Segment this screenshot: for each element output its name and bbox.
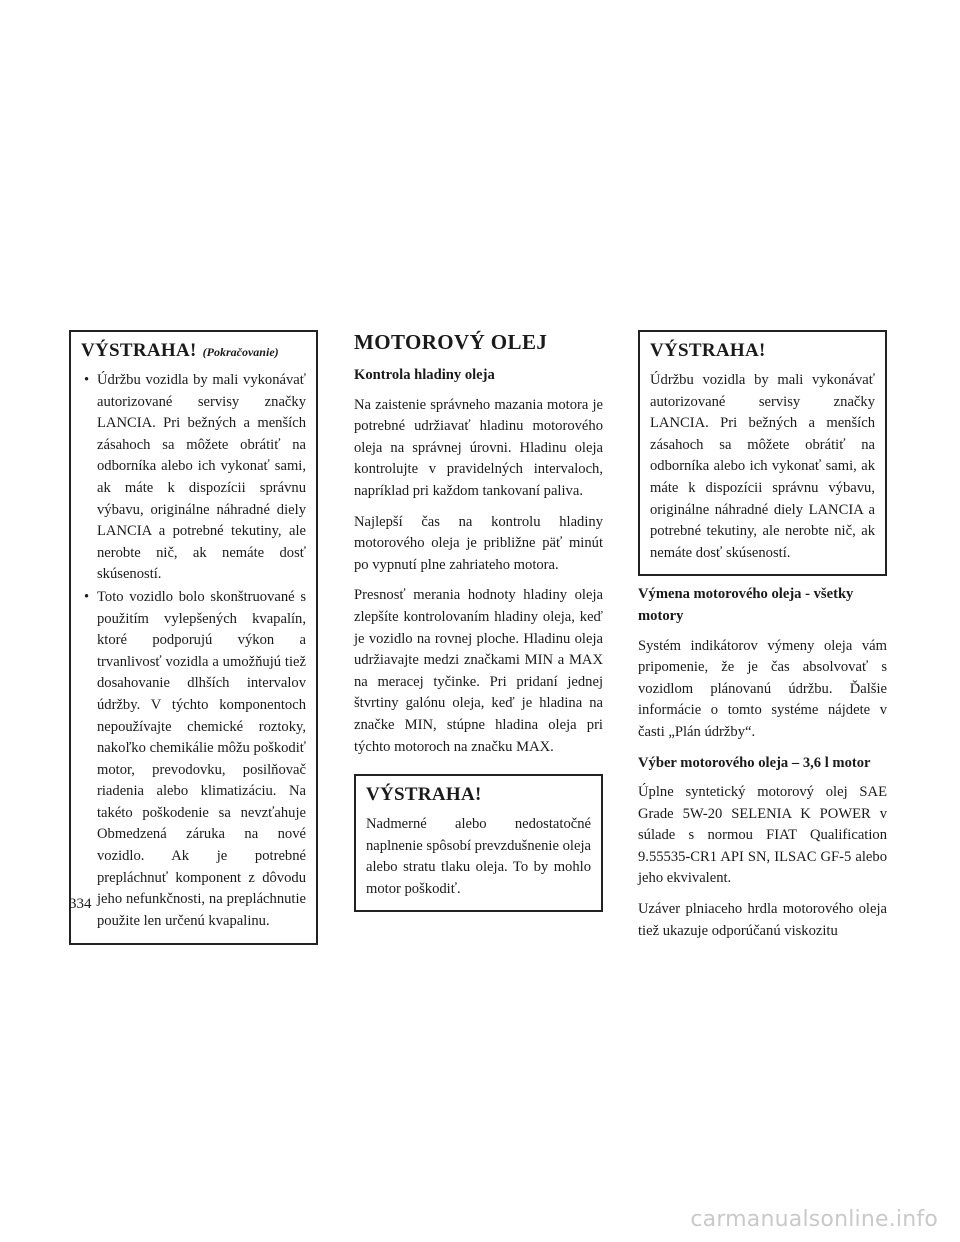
bullet-marker: •	[84, 588, 90, 605]
bullet-item	[81, 587, 306, 933]
subheading-oil-change: Výmena motorového oleja - všetky motory	[638, 586, 854, 624]
subheading-oil-selection: Výber motorového oleja – 3,6 l motor	[638, 754, 871, 771]
warning-title-text: VÝSTRAHA!	[81, 340, 197, 361]
bullet-text: Údržbu vozidla by mali vykonávať autorizované servisy značky LANCIA. Pri bežných a menších zásahoch sa môžete obrátiť na odborníka alebo ich vykonať sami, ak máte k dispozícii správnu výbavu, originálne náhradné diely LANCIA a potrebné tekutiny, ale nerobte nič, ak nemáte dosť skúseností.	[97, 372, 306, 583]
warning-box-continued	[69, 330, 318, 945]
bullet-text: Toto vozidlo bolo skonštruované s použitím vylepšených kvapalín, ktoré podporujú výkon a trvanlivosť vozidla a umožňujú tiež dosahovanie dlhších intervalov údržby. V týchto komponentoch nepoužívajte chemické roztoky, nakoľko chemikálie môžu poškodiť motor, prevodovku, posilňovač riadenia alebo klimatizáciu. Na takéto poškodenie sa nevzťahuje Obmedzená záruka na nové vozidlo. Ak je potrebné prepláchnuť komponent z dôvodu jeho nefunkčnosti, na prepláchnutie použite len určenú kvapalinu.	[97, 588, 306, 929]
warning-title: VÝSTRAHA!	[650, 340, 766, 361]
warning-text: Údržbu vozidla by mali vykonávať autorizované servisy značky LANCIA. Pri bežných a menších zásahoch sa môžete obrátiť na odborníka alebo ich vykonať sami, ak máte k dispozícii správnu výbavu, originálne náhradné diely LANCIA a potrebné tekutiny, ale nerobte nič, ak nemáte dosť skúseností.	[650, 372, 875, 561]
warning-text: Nadmerné alebo nedostatočné naplnenie spôsobí prevzdušnenie oleja alebo stratu tlaku oleja. To by mohlo motor poškodiť.	[366, 816, 591, 897]
subheading-oil-level: Kontrola hladiny oleja	[354, 367, 495, 383]
left-column	[69, 330, 318, 945]
bullet-marker: •	[84, 372, 90, 388]
right-column	[638, 330, 887, 951]
section-title: MOTOROVÝ OLEJ	[354, 330, 548, 354]
bullet-item	[81, 370, 306, 586]
page-number: 334	[69, 896, 92, 912]
paragraph: Najlepší čas na kontrolu hladiny motorového oleja je približne päť minút po vypnutí plne zahriateho motora.	[354, 513, 603, 573]
warning-box-overfill	[354, 774, 603, 912]
paragraph: Úplne syntetický motorový olej SAE Grade 5W-20 SELENIA K POWER v súlade s normou FIAT Qualification 9.55535-CR1 API SN, ILSAC GF-5 alebo jeho ekvivalent.	[638, 784, 887, 887]
paragraph: Na zaistenie správneho mazania motora je potrebné udržiavať hladinu motorového oleja na správnej úrovni. Hladinu oleja kontrolujte v pravidelných intervaloch, napríklad pri každom tankovaní paliva.	[354, 396, 603, 499]
paragraph: Systém indikátorov výmeny oleja vám pripomenie, že je čas absolvovať s vozidlom plánovanú údržbu. Ďalšie informácie o tomto systéme nájdete v časti „Plán údržby“.	[638, 637, 887, 740]
paragraph: Presnosť merania hodnoty hladiny oleja zlepšíte kontrolovaním hladiny oleja, keď je vozidlo na rovnej ploche. Hladinu oleja udržiavajte medzi značkami MIN a MAX na meracej tyčinke. Pri pridaní jednej štvrtiny galónu oleja, keď je hladina na značke MIN, stúpne hladina oleja pri týchto motoroch na značku MAX.	[354, 587, 603, 755]
warning-title	[81, 340, 306, 362]
paragraph: Uzáver plniaceho hrdla motorového oleja tiež ukazuje odporúčanú viskozitu	[638, 901, 887, 939]
warning-box-service	[638, 330, 887, 576]
middle-column	[354, 330, 603, 912]
warning-bullet-list	[81, 370, 306, 932]
continued-label: (Pokračovanie)	[202, 345, 279, 359]
warning-title: VÝSTRAHA!	[366, 784, 482, 806]
watermark: carmanualsonline.info	[690, 1207, 938, 1232]
